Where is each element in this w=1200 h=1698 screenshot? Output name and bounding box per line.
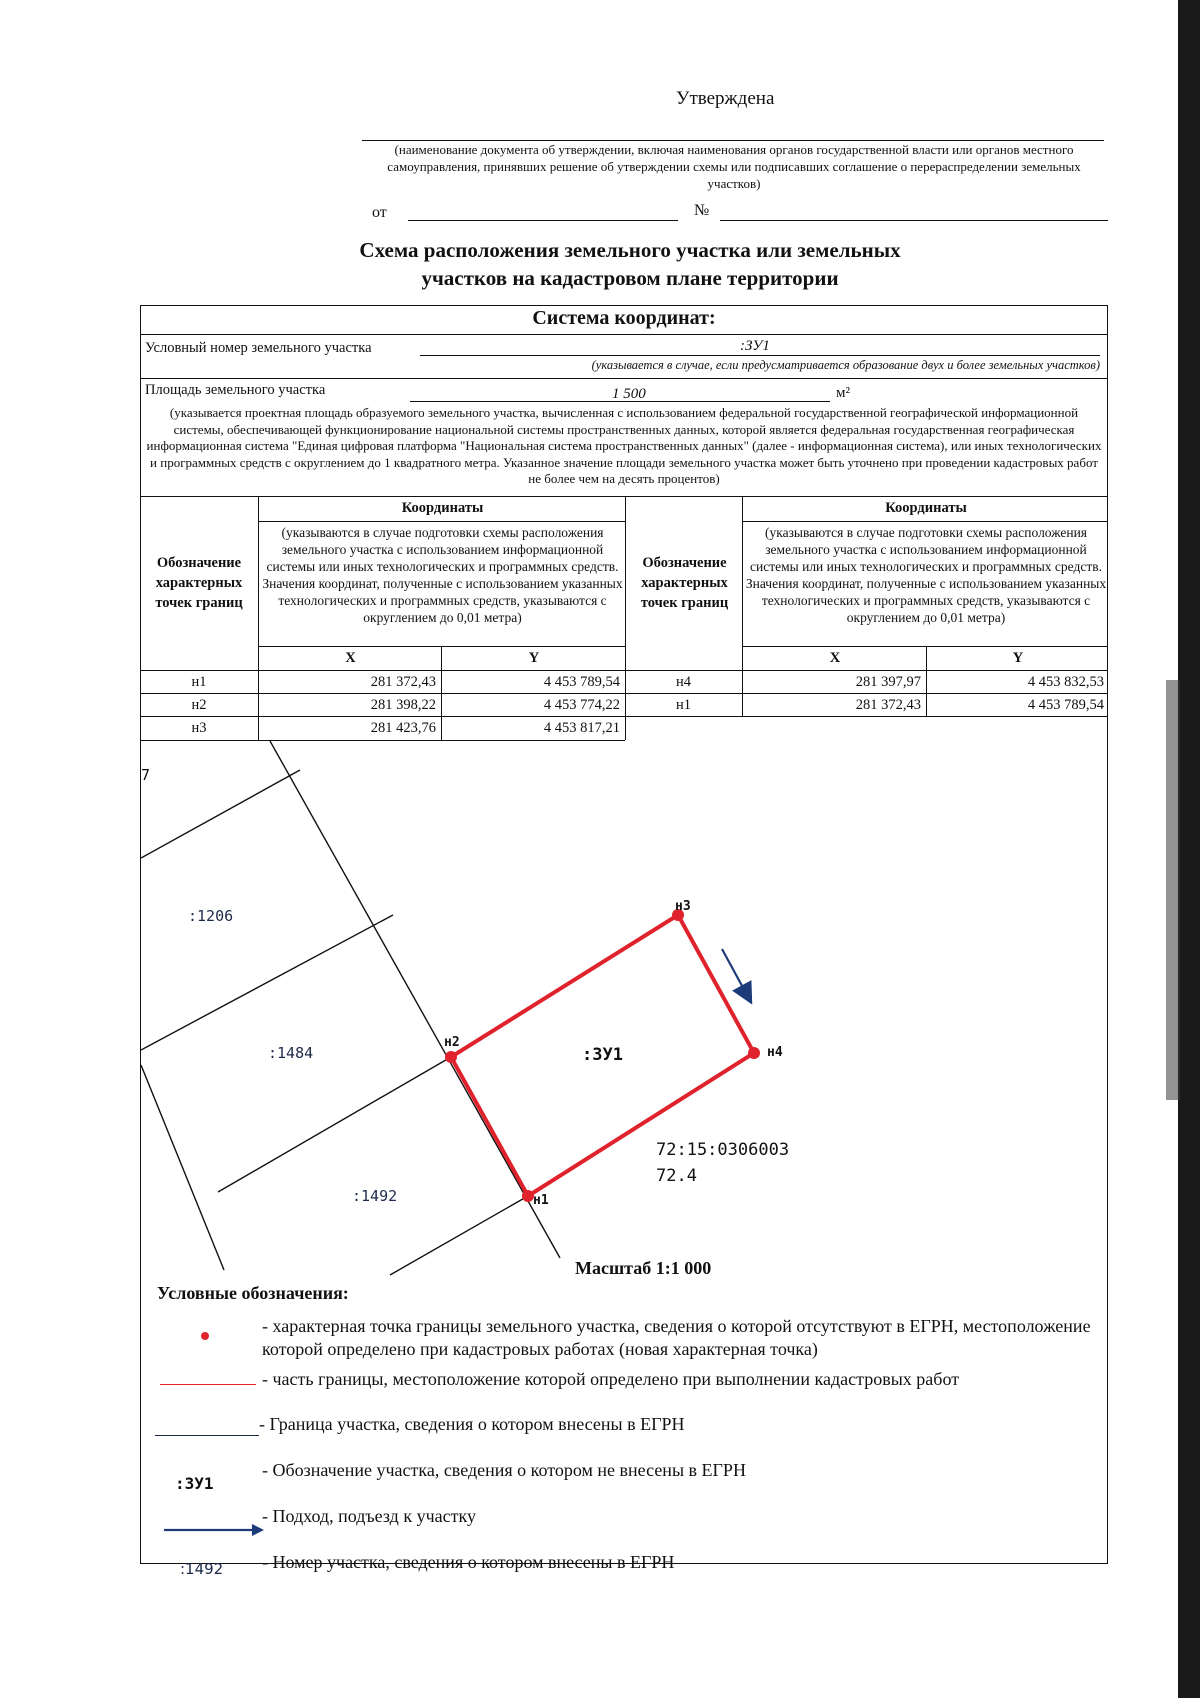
legend-item-text: - часть границы, местоположение которой определено при выполнении кадастровых работ (262, 1369, 960, 1389)
y-header-right: Y (1012, 650, 1024, 666)
table-cell-x: 281 372,43 (370, 674, 436, 690)
table-cell-y: 4 453 774,22 (543, 697, 620, 713)
point-label-n3: н3 (675, 899, 691, 914)
point-n2 (445, 1051, 457, 1063)
table-cell-point: н2 (191, 697, 207, 713)
area-value: 1 500 (612, 386, 646, 402)
legend-parcel-number-symbol: :1492 (180, 1560, 224, 1578)
table-cell-y: 4 453 789,54 (1027, 697, 1104, 713)
y-header-left: Y (528, 650, 540, 666)
document-title: Схема расположения земельного участка или земельных участков на кадастровом плане территории (359, 238, 901, 290)
existing-boundary (141, 770, 300, 858)
coords-header-left: Координаты (401, 500, 484, 516)
new-parcel-label: :ЗУ1 (582, 1045, 623, 1065)
parcel-number-value: :ЗУ1 (740, 338, 770, 354)
x-header-right: X (829, 650, 841, 666)
point-label-n2: н2 (444, 1035, 460, 1050)
area-unit: м² (836, 385, 850, 401)
existing-boundary (218, 1057, 451, 1192)
from-label: от (372, 204, 387, 221)
table-cell-x: 281 372,43 (855, 697, 921, 713)
table-cell-point: н1 (675, 697, 691, 713)
parcel-number-note: (указывается в случае, если предусматривается образование двух и более земельных участков) (591, 358, 1100, 372)
table-cell-point: н3 (191, 720, 207, 736)
table-cell-y: 4 453 832,53 (1027, 674, 1104, 690)
x-header-left: X (345, 650, 356, 666)
coords-note-left: (указываются в случае подготовки схемы расположения земельного участка с использованием информационной системы или иных технологических и программных средств. Значения координат, полученные с использованием указанных технологических и программных средств, указываются с округлением до 0,01 метра) (262, 525, 623, 625)
legend-item-text: - Номер участка, сведения о котором внесены в ЕГРН (262, 1552, 675, 1572)
table-cell-y: 4 453 817,21 (543, 720, 620, 736)
table-cell-point: н1 (191, 674, 207, 690)
point-label-n4: н4 (767, 1045, 783, 1060)
legend-red-point-icon (201, 1332, 209, 1340)
legend-new-parcel-symbol: :ЗУ1 (175, 1474, 214, 1493)
legend-item-text: - Подход, подъезд к участку (262, 1506, 476, 1526)
legend-item-text: - Обозначение участка, сведения о котором не внесены в ЕГРН (262, 1460, 746, 1480)
legend-red-line-icon (160, 1384, 256, 1385)
cadastral-quarter: 72:15:0306003 (656, 1140, 790, 1160)
legend-blue-line-icon (155, 1435, 259, 1436)
table-cell-x: 281 423,76 (370, 720, 436, 736)
coord-system-title: Система координат: (532, 307, 716, 329)
existing-boundary (141, 915, 393, 1050)
point-label-n1: н1 (533, 1193, 549, 1208)
coords-header-right: Координаты (885, 500, 967, 516)
area-label: Площадь земельного участка (145, 382, 326, 398)
point-header-left: Обозначение характерных точек границ (155, 555, 243, 611)
approved-label: Утверждена (676, 88, 775, 109)
area-note: (указывается проектная площадь образуемого земельного участка, вычисленная с использованием федеральной государственной географической информационной системы, обеспечивающей функционирование национальной системы пространственных данных, которой является федеральная государственная географическая информационная система "Единая цифровая платформа "Национальная система пространственных данных" (далее - информационная система), или иных технологических и программных средств с округлением до 1 квадратного метра. Указанное значение площади земельного участка может быть уточнено при проведении кадастровых работ не более чем на десять процентов) (146, 405, 1102, 486)
legend-item-text: - характерная точка границы земельного участка, сведения о которой отсутствуют в ЕГРН, местоположение которой определено при кадастровых работах (новая характерная точка) (262, 1316, 1091, 1359)
existing-boundary (270, 741, 560, 1258)
existing-boundary (390, 1196, 528, 1275)
legend-item-text: - Граница участка, сведения о котором внесены в ЕГРН (259, 1414, 685, 1434)
number-label: № (694, 202, 710, 219)
zone-number: 72.4 (656, 1166, 697, 1186)
legend-title: Условные обозначения: (157, 1283, 349, 1303)
approval-note: (наименование документа об утверждении, включая наименования органов государственной власти или органов местного самоуправления, принявших решение об утверждении схемы или подписавших соглашение о перераспределении земельных участков) (387, 142, 1081, 191)
table-cell-x: 281 397,97 (855, 674, 921, 690)
table-cell-y: 4 453 789,54 (543, 674, 620, 690)
parcel-label-1484: :1484 (268, 1044, 314, 1062)
point-n4 (748, 1047, 760, 1059)
table-cell-x: 281 398,22 (370, 697, 436, 713)
table-cell-point: н4 (675, 674, 691, 690)
map-scale: Масштаб 1:1 000 (575, 1258, 712, 1278)
access-arrow (722, 949, 747, 995)
legend-arrow-icon (160, 1520, 270, 1540)
existing-boundary (141, 1065, 224, 1270)
point-header-right: Обозначение характерных точек границ (640, 555, 729, 611)
parcel-label-1492: :1492 (352, 1187, 398, 1205)
edge-fragment-label: 7 (141, 766, 151, 784)
parcel-number-label: Условный номер земельного участка (145, 340, 372, 356)
parcel-label-1206: :1206 (188, 907, 234, 925)
coords-note-right: (указываются в случае подготовки схемы расположения земельного участка с использованием информационной системы или иных технологических и программных средств. Значения координат, полученные с использованием указанных технологических и программных средств, указываются с округлением до 0,01 метра) (745, 525, 1107, 625)
